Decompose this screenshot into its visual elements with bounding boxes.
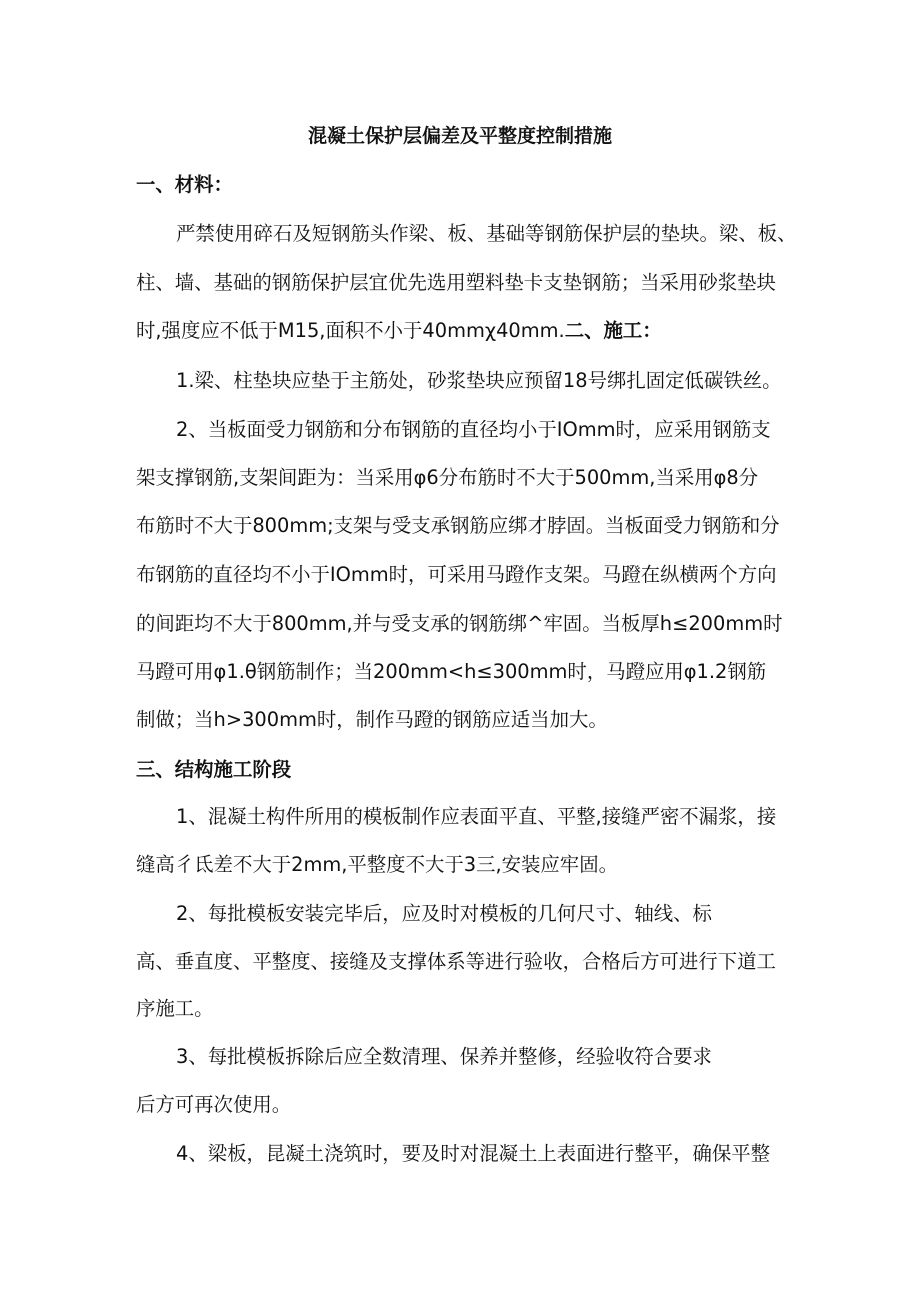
paragraph-line: 架支撑钢筋,支架间距为：当采用φ6分布筋时不大于500mm,当采用φ8分 <box>136 466 759 489</box>
paragraph-line: 1.梁、柱垫块应垫于主筋处，砂浆垫块应预留18号绑扎固定低碳铁丝。 <box>176 369 782 392</box>
paragraph-line: 后方可再次使用。 <box>136 1093 292 1116</box>
document-title: 混凝土保护层偏差及平整度控制措施 <box>307 125 612 147</box>
paragraph-line: 2、当板面受力钢筋和分布钢筋的直径均小于IOmm时，应采用钢筋支 <box>176 418 771 441</box>
paragraph-line: 3、每批模板拆除后应全数清理、保养并整修，经验收符合要求 <box>176 1045 712 1068</box>
paragraph-line: 序施工。 <box>136 997 214 1020</box>
paragraph-line: 严禁使用碎石及短钢筋头作梁、板、基础等钢筋保护层的垫块。梁、板、 <box>176 222 797 245</box>
paragraph-text: 时,强度应不低于M15,面积不小于40mmχ40mm. <box>136 319 565 342</box>
paragraph-line: 布钢筋的直径均不小于IOmm时，可采用马蹬作支架。马蹬在纵横两个方向 <box>136 563 777 586</box>
paragraph-line: 马蹬可用φ1.θ钢筋制作；当200mm<h≤300mm时，马蹬应用φ1.2钢筋 <box>136 660 767 683</box>
paragraph-line: 布筋时不大于800mm;支架与受支承钢筋应绑才脖固。当板面受力钢筋和分 <box>136 514 780 537</box>
paragraph-line <box>136 316 662 346</box>
paragraph-line: 的间距均不大于800mm,并与受支承的钢筋绑^牢固。当板厚h≤200mm时 <box>136 612 783 635</box>
paragraph-line: 1、混凝土构件所用的模板制作应表面平直、平整,接缝严密不漏浆，接 <box>176 805 777 828</box>
section-heading-materials: 一、材料： <box>136 173 233 196</box>
paragraph-line: 制做；当h>300mm时，制作马蹬的钢筋应适当加大。 <box>136 708 608 731</box>
paragraph-line: 柱、墙、基础的钢筋保护层宜优先选用塑料垫卡支垫钢筋；当采用砂浆垫块 <box>136 271 776 294</box>
paragraph-line: 缝高彳氐差不大于2mm,平整度不大于3三,安装应牢固。 <box>136 853 618 876</box>
paragraph-line: 4、梁板，昆凝土浇筑时，要及时对混凝土上表面进行整平，确保平整 <box>176 1142 771 1165</box>
paragraph-line: 2、每批模板安装完毕后，应及时对模板的几何尺寸、轴线、标 <box>176 902 712 925</box>
paragraph-line: 高、垂直度、平整度、接缝及支撑体系等进行验收，合格后方可进行下道工 <box>136 950 776 973</box>
section-heading-structure: 三、结构施工阶段 <box>136 758 292 781</box>
section-heading-construction: 二、施工： <box>564 319 662 342</box>
